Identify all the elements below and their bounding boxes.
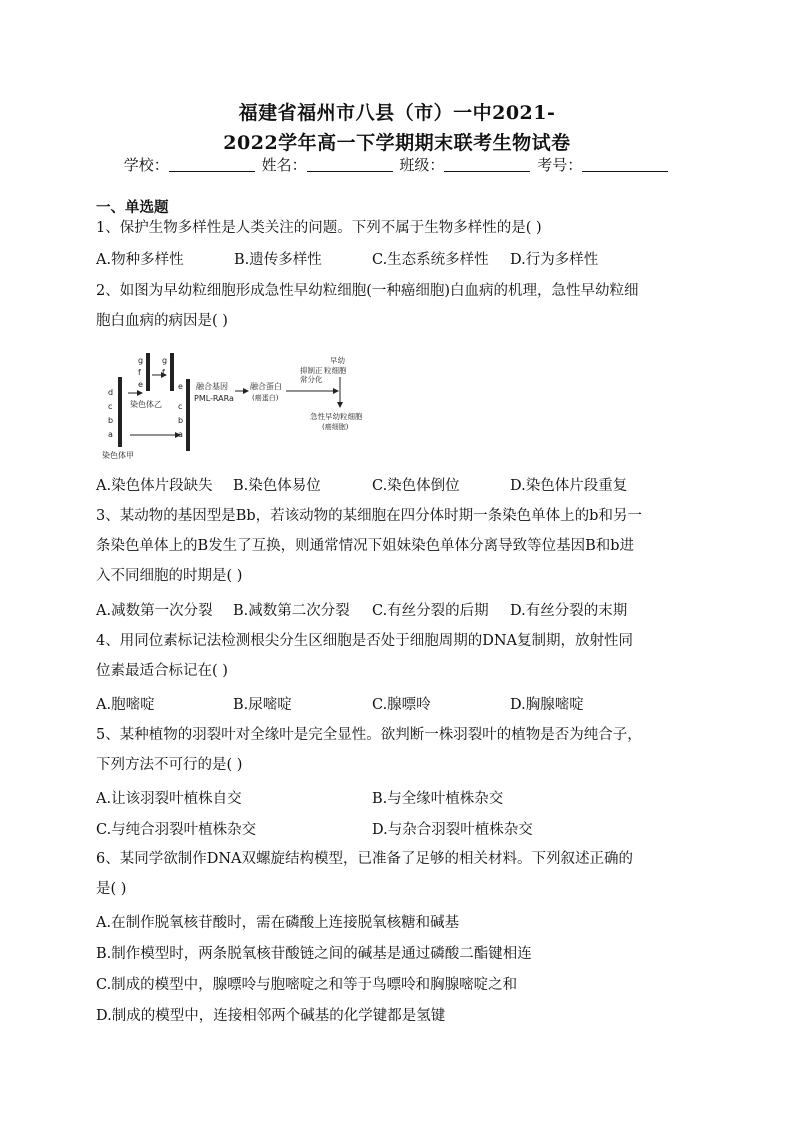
chromosome-a-label: 染色体甲 <box>102 451 134 460</box>
question-4-options <box>96 693 706 717</box>
question-line: 下列方法不可行的是( ) <box>96 757 243 773</box>
acute-cell-label: (癌细胞) <box>322 423 349 431</box>
question-6-option-a-row <box>96 911 706 935</box>
exam-title-line1: 福建省福州市八县（市）一中2021- <box>238 102 556 124</box>
option-a[interactable]: A.减数第一次分裂 <box>96 603 213 619</box>
question-line: 3、某动物的基因型是Bb，若该动物的某细胞在四分体时期一条染色单体上的b和另一 <box>96 508 642 524</box>
question-line: 6、某同学欲制作DNA双螺旋结构模型，已准备了足够的相关材料。下列叙述正确的 <box>96 851 634 867</box>
school-label: 学校： <box>123 156 169 174</box>
translocated-chromosome-top <box>170 353 174 391</box>
question-5-options-row2 <box>96 818 706 842</box>
option-b[interactable]: B.遗传多样性 <box>234 252 322 268</box>
exam-no-blank[interactable] <box>582 157 668 172</box>
fusion-protein-label: 融合蛋白 <box>250 382 282 391</box>
question-5-options-row1 <box>96 787 706 811</box>
option-d[interactable]: D.制成的模型中，连接相邻两个碱基的化学键都是氢键 <box>96 1008 446 1024</box>
option-b[interactable]: B.尿嘧啶 <box>233 697 292 713</box>
gene-label: e <box>138 380 143 389</box>
question-4 <box>96 626 706 686</box>
acute-cell-label: 急性早幼粒细胞 <box>310 412 363 421</box>
fusion-gene-label: 融合基因 <box>196 382 228 391</box>
question-2-options <box>96 474 706 498</box>
exam-no-label: 考号： <box>537 156 583 174</box>
gene-label: f <box>138 368 141 377</box>
gene-label: a <box>108 430 113 439</box>
option-a[interactable]: A.物种多样性 <box>96 252 184 268</box>
gene-label: g <box>138 356 144 365</box>
question-line: 4、用同位素标记法检测根尖分生区细胞是否处于细胞周期的DNA复制期，放射性同 <box>96 633 634 649</box>
question-5 <box>96 720 706 780</box>
svg-text:a: a <box>178 430 183 439</box>
leukemia-mechanism-figure <box>100 345 390 465</box>
exam-title-line2: 2022学年高一下学期期末联考生物试卷 <box>223 132 571 154</box>
fusion-protein-note: (癌蛋白) <box>252 394 279 402</box>
svg-text:c: c <box>178 402 183 411</box>
option-d[interactable]: D.染色体片段重复 <box>510 478 628 494</box>
question-line: 是( ) <box>96 881 127 897</box>
question-line: 位素最适合标记在( ) <box>96 663 228 679</box>
question-line: 入不同细胞的时期是( ) <box>96 568 243 584</box>
class-label: 班级： <box>399 156 445 174</box>
question-2 <box>96 276 706 336</box>
svg-text:f: f <box>162 368 165 377</box>
question-line: 条染色单体上的B发生了互换，则通常情况下姐妹染色单体分离导致等位基因B和b进 <box>96 538 635 554</box>
svg-text:e: e <box>178 382 183 391</box>
question-line: 1、保护生物多样性是人类关注的问题。下列不属于生物多样性的是( ) <box>96 220 542 236</box>
question-1-options <box>96 248 706 272</box>
question-line: 5、某种植物的羽裂叶对全缘叶是完全显性。欲判断一株羽裂叶的植物是否为纯合子， <box>96 727 642 743</box>
question-6-option-b-row <box>96 942 706 966</box>
question-6-option-d-row <box>96 1004 706 1028</box>
option-c[interactable]: C.染色体倒位 <box>372 478 460 494</box>
option-c[interactable]: C.有丝分裂的后期 <box>372 603 489 619</box>
option-d[interactable]: D.行为多样性 <box>510 252 599 268</box>
gene-label: c <box>108 402 113 411</box>
chromosome-b-label: 染色体乙 <box>130 400 162 409</box>
svg-text:b: b <box>178 416 184 425</box>
name-blank[interactable] <box>307 157 393 172</box>
option-c[interactable]: C.与纯合羽裂叶植株杂交 <box>96 822 257 838</box>
inhibit-label: 常分化 <box>300 375 323 384</box>
question-3-options <box>96 599 706 623</box>
question-1 <box>96 213 706 243</box>
option-a[interactable]: A.胞嘧啶 <box>96 697 155 713</box>
option-c[interactable]: C.生态系统多样性 <box>372 252 489 268</box>
chromosome-b-bar <box>146 353 150 391</box>
early-cell-label: 早幼 <box>330 356 345 365</box>
question-line: 胞白血病的病因是( ) <box>96 313 228 329</box>
option-d[interactable]: D.有丝分裂的末期 <box>510 603 628 619</box>
student-info-row <box>0 154 794 175</box>
fusion-gene-name: PML-RARa <box>194 394 234 403</box>
option-a[interactable]: A.染色体片段缺失 <box>96 478 213 494</box>
option-b[interactable]: B.染色体易位 <box>233 478 321 494</box>
section-heading: 一、单选题 <box>96 199 169 216</box>
early-cell-label: 粒细胞 <box>324 366 347 375</box>
option-b[interactable]: B.与全缘叶植株杂交 <box>372 791 504 807</box>
option-b[interactable]: B.制作模型时，两条脱氧核苷酸链之间的碱基是通过磷酸二酯键相连 <box>96 946 532 962</box>
option-a[interactable]: A.在制作脱氧核苷酸时，需在磷酸上连接脱氧核糖和碱基 <box>96 915 460 931</box>
translocated-chromosome <box>186 379 190 451</box>
gene-label: b <box>108 416 114 425</box>
option-a[interactable]: A.让该羽裂叶植株自交 <box>96 791 242 807</box>
option-c[interactable]: C.制成的模型中，腺嘌呤与胞嘧啶之和等于鸟嘌呤和胸腺嘧啶之和 <box>96 977 518 993</box>
name-label: 姓名： <box>261 156 307 174</box>
option-b[interactable]: B.减数第二次分裂 <box>233 603 350 619</box>
option-d[interactable]: D.胸腺嘧啶 <box>510 697 584 713</box>
question-6 <box>96 844 706 904</box>
svg-text:g: g <box>162 356 168 365</box>
option-c[interactable]: C.腺嘌呤 <box>372 697 431 713</box>
option-d[interactable]: D.与杂合羽裂叶植株杂交 <box>372 822 533 838</box>
question-6-option-c-row <box>96 973 706 997</box>
class-blank[interactable] <box>444 157 530 172</box>
chromosome-a-bar <box>118 377 122 447</box>
gene-label: d <box>108 388 114 397</box>
inhibit-label: 抑制正 <box>300 366 323 375</box>
question-3 <box>96 501 706 591</box>
question-line: 2、如图为早幼粒细胞形成急性早幼粒细胞(一种癌细胞)白血病的机理，急性早幼粒细 <box>96 283 639 299</box>
school-blank[interactable] <box>169 157 255 172</box>
